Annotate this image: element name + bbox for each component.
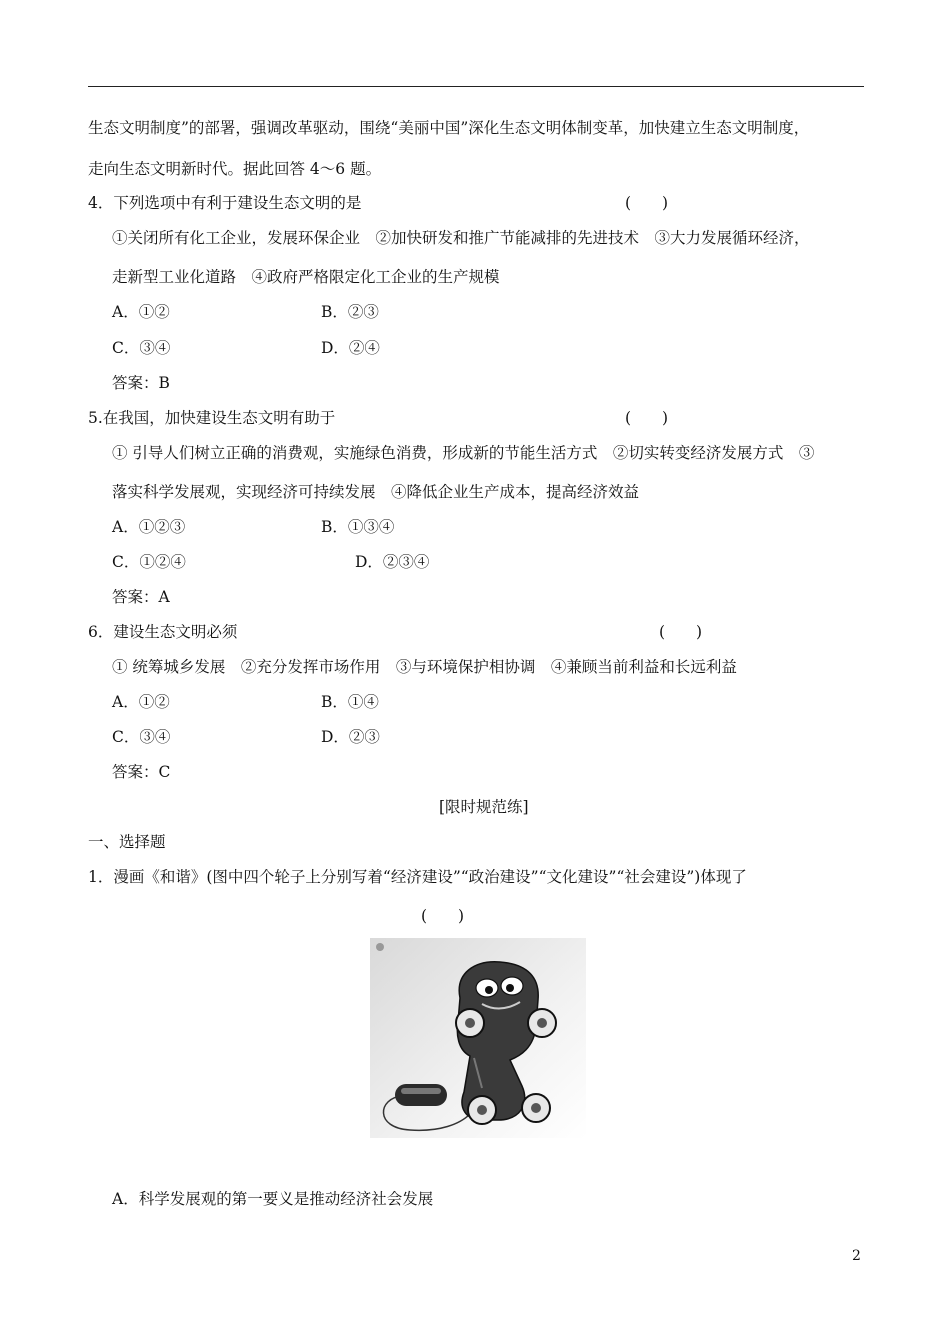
question-6-option-b: B．①④: [321, 693, 379, 711]
section-title: [限时规范练]: [439, 798, 529, 816]
question-6-items-line-1: ① 统筹城乡发展 ②充分发挥市场作用 ③与环境保护相协调 ④兼顾当前利益和长远利益: [112, 658, 737, 676]
question-4-answer: 答案：B: [112, 374, 170, 392]
practice-question-1-stem: 1．漫画《和谐》(图中四个轮子上分别写着“经济建设”“政治建设”“文化建设”“社会建设”)体现了: [88, 868, 747, 886]
question-6-option-c: C．③④: [112, 728, 171, 746]
question-4-stem: 4．下列选项中有利于建设生态文明的是: [88, 194, 362, 212]
question-4-option-a: A．①②: [112, 303, 170, 321]
intro-line-1: 生态文明制度”的部署，强调改革驱动，围绕“美丽中国”深化生态文明体制变革，加快建立生态文明制度，: [88, 119, 810, 137]
practice-question-1-bracket: ( ): [421, 907, 465, 925]
question-6-option-d: D．②③: [321, 728, 380, 746]
question-4-option-b: B．②③: [321, 303, 379, 321]
section-heading: 一、选择题: [88, 833, 166, 851]
practice-question-1-option-a: A．科学发展观的第一要义是推动经济社会发展: [112, 1190, 434, 1208]
question-5-option-b: B．①③④: [321, 518, 395, 536]
question-5-option-c: C．①②④: [112, 553, 186, 571]
question-5-items-line-2: 落实科学发展观，实现经济可持续发展 ④降低企业生产成本，提高经济效益: [112, 483, 640, 501]
question-5-answer: 答案：A: [112, 588, 170, 606]
question-4-option-d: D．②④: [321, 339, 380, 357]
question-5-items-line-1: ① 引导人们树立正确的消费观，实施绿色消费，形成新的节能生活方式 ②切实转变经济发展方式 ③: [112, 444, 815, 462]
intro-line-2: 走向生态文明新时代。据此回答 4～6 题。: [88, 160, 382, 178]
question-4-bracket: ( ): [625, 194, 669, 212]
question-6-bracket: ( ): [659, 623, 703, 641]
question-4-option-c: C．③④: [112, 339, 171, 357]
question-5-bracket: ( ): [625, 409, 669, 427]
question-5-stem: 5.在我国，加快建设生态文明有助于: [88, 409, 336, 427]
cartoon-harmony-illustration: [370, 938, 586, 1138]
question-6-option-a: A．①②: [112, 693, 170, 711]
question-5-option-d: D．②③④: [355, 553, 430, 571]
question-4-items-line-1: ①关闭所有化工企业，发展环保企业 ②加快研发和推广节能减排的先进技术 ③大力发展循环经济，: [112, 229, 810, 247]
header-rule: [88, 86, 864, 87]
question-5-option-a: A．①②③: [112, 518, 186, 536]
question-6-stem: 6．建设生态文明必须: [88, 623, 238, 641]
page-number: 2: [852, 1248, 861, 1264]
question-4-items-line-2: 走新型工业化道路 ④政府严格限定化工企业的生产规模: [112, 268, 500, 286]
question-6-answer: 答案：C: [112, 763, 171, 781]
